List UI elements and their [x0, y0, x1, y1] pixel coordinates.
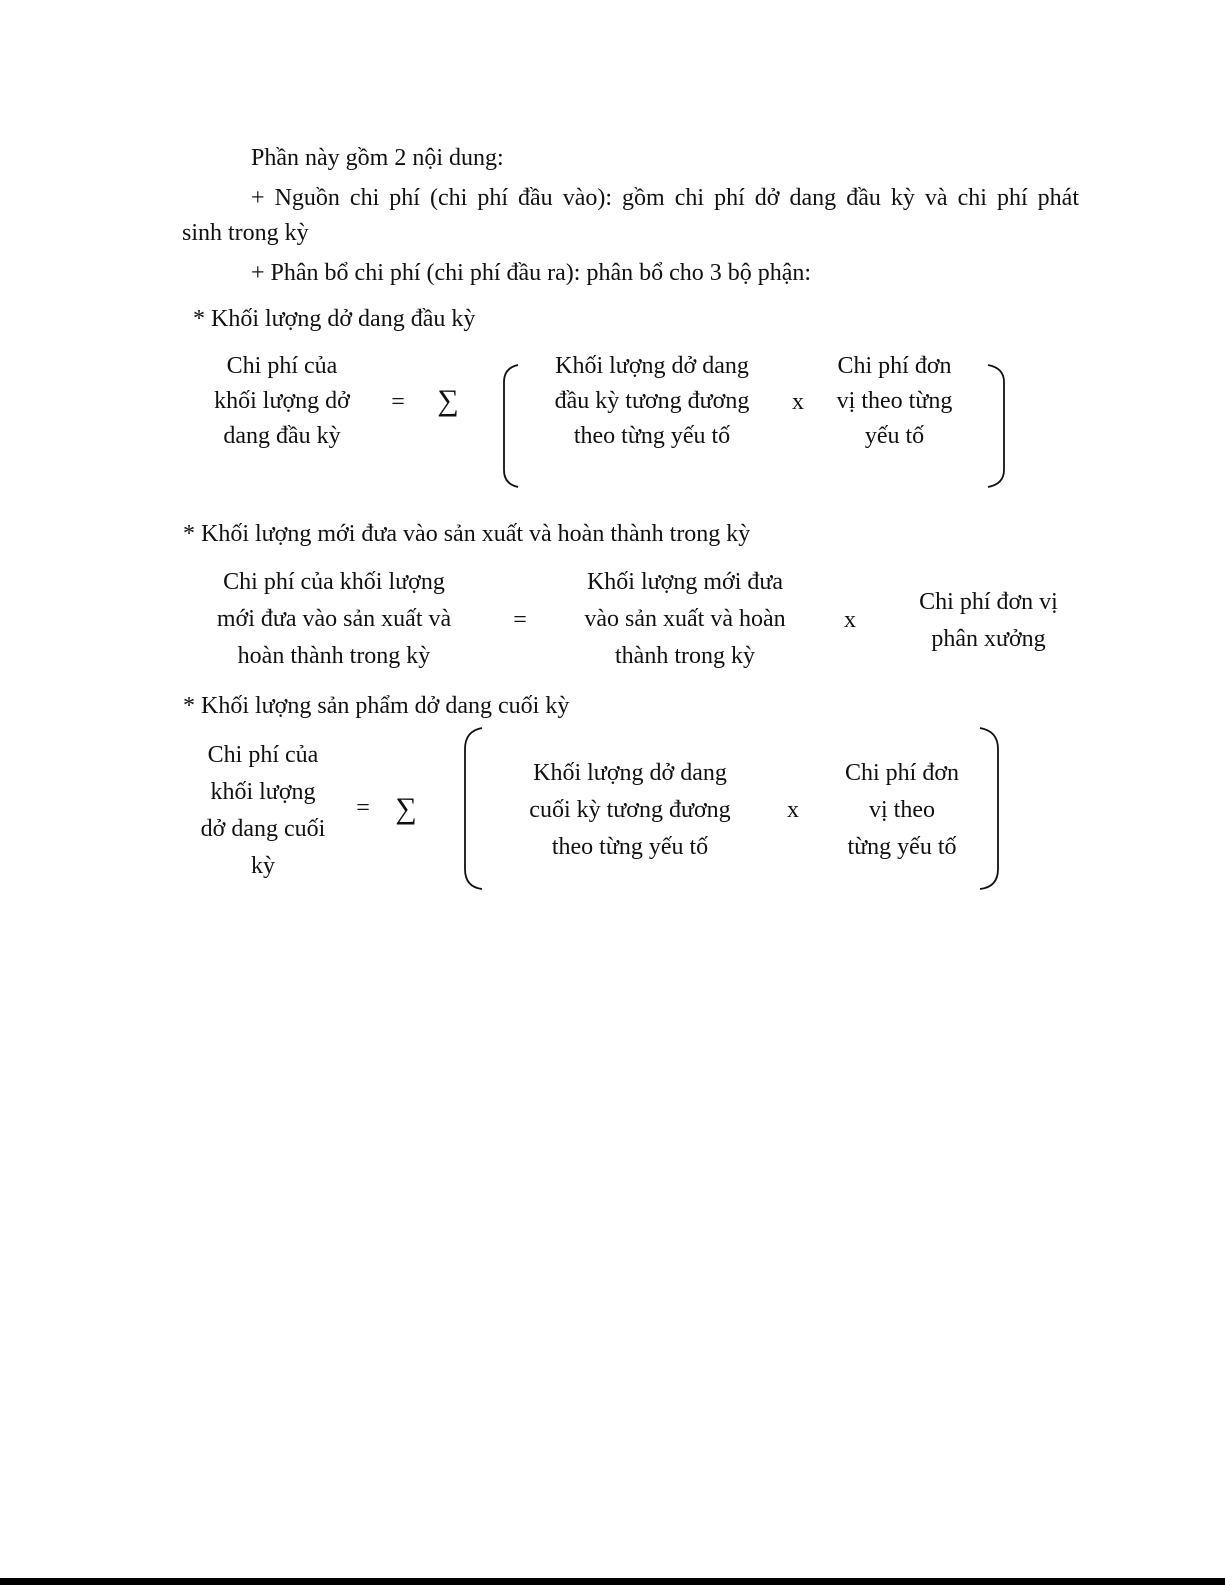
section2-lhs-line: Chi phí của khối lượng — [223, 569, 445, 595]
section1-right-bracket — [980, 360, 1014, 492]
section3-sigma: ∑ — [395, 792, 417, 825]
section3-lhs-line: dở dang cuối — [200, 816, 326, 842]
page-bottom-edge — [0, 1578, 1225, 1585]
intro-line-1: Phần này gồm 2 nội dung: — [251, 145, 504, 171]
section2-lhs — [192, 564, 476, 675]
section3-term2-line: vị theo — [869, 797, 935, 823]
section2-term1-line: thành trong kỳ — [615, 643, 755, 669]
section3-term1-line: Khối lượng dở dang — [533, 760, 727, 786]
section3-lhs-line: khối lượng — [210, 779, 316, 805]
section2-term1-line: vào sản xuất và hoàn — [584, 606, 786, 632]
section3-term2-line: từng yếu tố — [847, 834, 957, 860]
intro-line-3: sinh trong kỳ — [182, 220, 309, 246]
section1-lhs-line: dang đầu kỳ — [223, 423, 341, 449]
section2-term2-line: Chi phí đơn vị — [919, 589, 1058, 615]
section3-equals: = — [356, 795, 370, 821]
section1-equals: = — [391, 389, 405, 415]
section1-term2 — [822, 349, 967, 454]
section1-heading: * Khối lượng dở dang đầu kỳ — [193, 306, 476, 332]
section2-times: x — [844, 607, 856, 633]
section1-term2-line: Chi phí đơn — [837, 353, 952, 379]
section1-term1-line: đầu kỳ tương đương — [554, 388, 750, 414]
section1-sigma: ∑ — [437, 384, 459, 417]
section3-times: x — [787, 797, 799, 823]
section3-term1-line: theo từng yếu tố — [551, 834, 709, 860]
section1-term2-line: vị theo từng — [836, 388, 953, 414]
section3-heading: * Khối lượng sản phẩm dở dang cuối kỳ — [183, 693, 570, 719]
section2-heading: * Khối lượng mới đưa vào sản xuất và hoàn thành trong kỳ — [183, 521, 751, 547]
section1-lhs-line: Chi phí của — [226, 353, 338, 379]
intro-line-4: + Phân bổ chi phí (chi phí đầu ra): phân bổ cho 3 bộ phận: — [251, 260, 812, 286]
section1-term2-line: yếu tố — [864, 423, 925, 449]
section2-term2-line: phân xưởng — [931, 626, 1046, 652]
section3-right-bracket — [974, 723, 1010, 893]
section1-lhs — [192, 349, 372, 454]
section1-times: x — [792, 389, 804, 415]
section3-left-bracket — [456, 723, 490, 893]
section2-equals: = — [513, 607, 527, 633]
section2-term1 — [560, 564, 810, 675]
section3-term1 — [510, 755, 750, 866]
section1-term1 — [537, 349, 767, 454]
section3-lhs-line: kỳ — [251, 853, 275, 879]
section3-term2-line: Chi phí đơn — [844, 760, 960, 786]
section3-term2 — [827, 755, 977, 866]
section3-term1-line: cuối kỳ tương đương — [529, 797, 731, 823]
section1-left-bracket — [496, 360, 526, 492]
intro-line-2: + Nguồn chi phí (chi phí đầu vào): gồm chi phí dở dang đầu kỳ và chi phí phát — [251, 185, 1079, 211]
section1-term1-line: theo từng yếu tố — [573, 423, 731, 449]
section2-term2 — [896, 584, 1081, 658]
section1-lhs-line: khối lượng dở — [214, 388, 350, 414]
section2-lhs-line: hoàn thành trong kỳ — [237, 643, 431, 669]
section2-term1-line: Khối lượng mới đưa — [586, 569, 784, 595]
section2-lhs-line: mới đưa vào sản xuất và — [216, 606, 452, 632]
section3-lhs-line: Chi phí của — [207, 742, 319, 768]
section1-term1-line: Khối lượng dở dang — [555, 353, 749, 379]
section3-lhs — [182, 737, 344, 885]
